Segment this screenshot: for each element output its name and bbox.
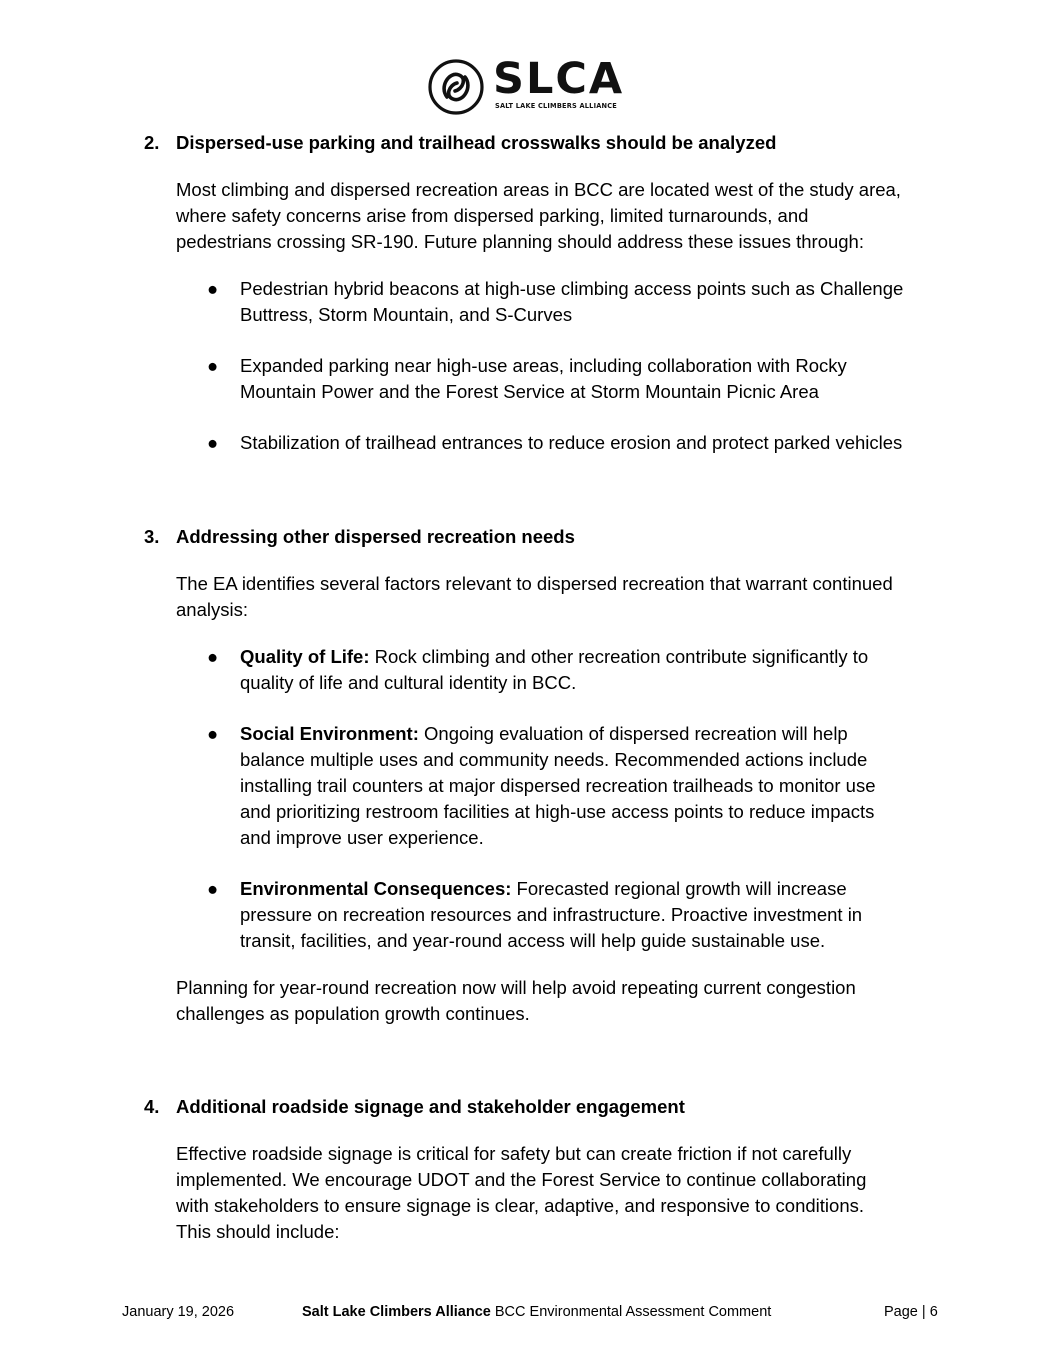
- section-intro: [176, 177, 966, 255]
- text-line: pressure on recreation resources and infrastructure. Proactive investment in: [240, 904, 863, 925]
- text-line: challenges as population growth continues.: [176, 1003, 530, 1024]
- bullet-label: Quality of Life:: [240, 646, 370, 667]
- text-line: and improve user experience.: [240, 827, 484, 848]
- text-fragment: Forecasted regional growth will increase: [511, 878, 847, 899]
- section-title: Addressing other dispersed recreation needs: [176, 526, 575, 547]
- footer-org: Salt Lake Climbers Alliance: [302, 1304, 491, 1320]
- logo-subtitle: SALT LAKE CLIMBERS ALLIANCE: [495, 102, 618, 110]
- text-line: transit, facilities, and year-round access will help guide sustainable use.: [240, 930, 826, 951]
- text-line: with stakeholders to ensure signage is clear, adaptive, and responsive to conditions.: [176, 1195, 864, 1216]
- text-fragment: Ongoing evaluation of dispersed recreation will help: [418, 723, 848, 744]
- text-line: quality of life and cultural identity in BCC.: [240, 672, 577, 693]
- text-line: analysis:: [176, 599, 248, 620]
- text-line: Pedestrian hybrid beacons at high-use climbing access points such as Challenge: [240, 278, 904, 299]
- footer-page-number: Page | 6: [884, 1304, 938, 1320]
- bullet-icon: ●: [207, 723, 219, 744]
- text-line: and prioritizing restroom facilities at high-use access points to reduce impacts: [240, 801, 875, 822]
- text-fragment: Rock climbing and other recreation contribute significantly to: [369, 646, 869, 667]
- section-intro: [176, 571, 966, 623]
- text-line: Mountain Power and the Forest Service at Storm Mountain Picnic Area: [240, 381, 819, 402]
- section-title: Additional roadside signage and stakeholder engagement: [176, 1096, 685, 1117]
- section-closing: [176, 975, 966, 1027]
- text-line: This should include:: [176, 1221, 340, 1242]
- text-line: Planning for year-round recreation now will help avoid repeating current congestion: [176, 977, 856, 998]
- section-number: 2.: [144, 132, 160, 153]
- bullet-label: Environmental Consequences:: [240, 878, 512, 899]
- logo-wordmark: SLCA: [493, 54, 625, 104]
- text-line: Effective roadside signage is critical for safety but can create friction if not carefully: [176, 1143, 852, 1164]
- text-line: Buttress, Storm Mountain, and S-Curves: [240, 304, 573, 325]
- bullet-icon: ●: [207, 878, 219, 899]
- slca-logo: [427, 54, 627, 119]
- text-line: Expanded parking near high-use areas, including collaboration with Rocky: [240, 355, 847, 376]
- footer-title: [302, 1302, 771, 1322]
- section-number: 3.: [144, 526, 160, 547]
- bullet-icon: ●: [207, 355, 219, 376]
- footer-date: January 19, 2026: [122, 1304, 235, 1320]
- section-title: Dispersed-use parking and trailhead crosswalks should be analyzed: [176, 132, 777, 153]
- section-number: 4.: [144, 1096, 160, 1117]
- text-line: pedestrians crossing SR-190. Future planning should address these issues through:: [176, 231, 864, 252]
- carabiner-logo-icon: [427, 57, 487, 117]
- text-line: The EA identifies several factors relevant to dispersed recreation that warrant continued: [176, 573, 893, 594]
- text-line: implemented. We encourage UDOT and the Forest Service to continue collaborating: [176, 1169, 867, 1190]
- bullet-label: Social Environment:: [240, 723, 419, 744]
- text-line: where safety concerns arise from dispersed parking, limited turnarounds, and: [176, 205, 809, 226]
- text-line: balance multiple uses and community needs. Recommended actions include: [240, 749, 868, 770]
- text-line: Most climbing and dispersed recreation areas in BCC are located west of the study area,: [176, 179, 901, 200]
- text-line: installing trail counters at major dispersed recreation trailheads to monitor use: [240, 775, 876, 796]
- bullet-icon: ●: [207, 278, 219, 299]
- text-line: Stabilization of trailhead entrances to reduce erosion and protect parked vehicles: [240, 432, 903, 453]
- section-intro: [176, 1141, 966, 1245]
- bullet-icon: ●: [207, 432, 219, 453]
- bullet-icon: ●: [207, 646, 219, 667]
- footer-doc-title: BCC Environmental Assessment Comment: [490, 1304, 772, 1320]
